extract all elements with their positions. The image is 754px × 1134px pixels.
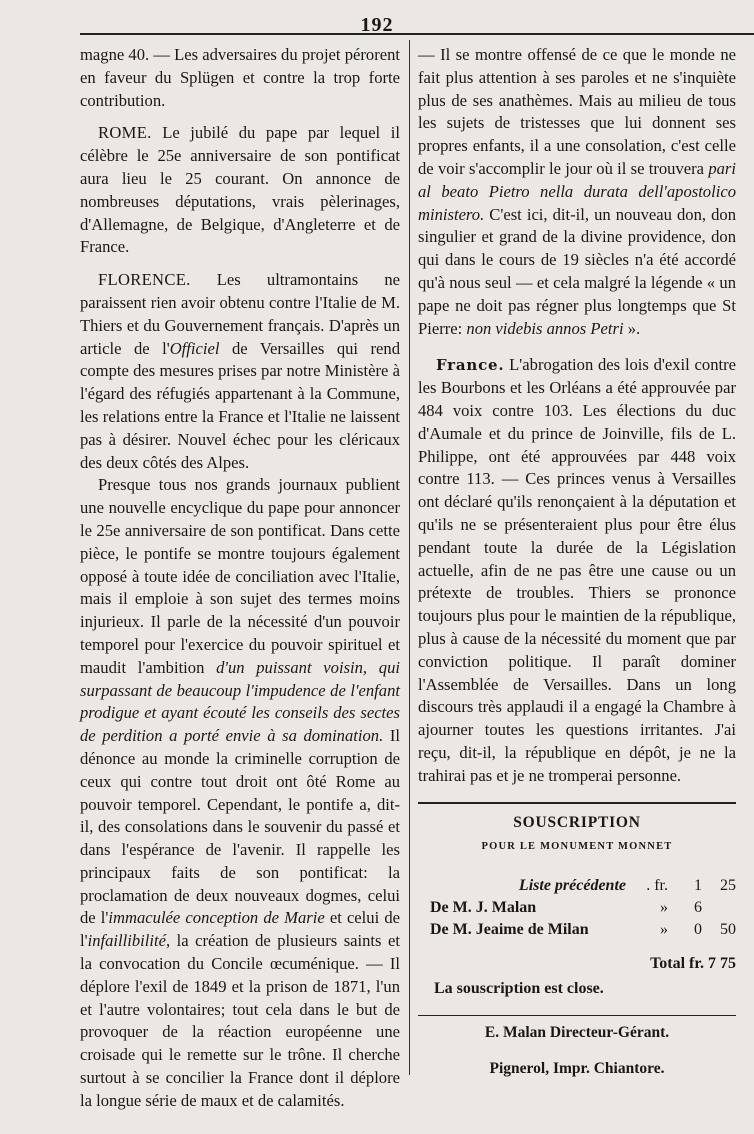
header-rule	[80, 33, 754, 35]
printer-line: Pignerol, Impr. Chiantore.	[489, 1060, 665, 1078]
paragraph-florence	[80, 269, 400, 474]
paragraph-text: Il dénonce au monde la criminelle corruption de ceux qui contre tout droit ont ôté Rome au pouvoir temporel. Cependant, le pontife a, dit-il, des consolations dans le souvenir du passé et dans l'espérance de l'avenir. Il rappelle les principaux faits de son pontificat: la proclamation de deux nouveaux dogmes, celui de l'	[80, 726, 400, 928]
page-number: 192	[360, 14, 394, 36]
paragraph-text: magne 40. — Les adversaires du projet pérorent en faveur du Splügen et contre la trop forte contribution.	[80, 45, 400, 110]
subscription-title: SOUSCRIPTION	[513, 813, 641, 831]
paragraph-rome	[80, 122, 400, 259]
paragraph-text: ».	[623, 318, 641, 338]
paragraph-france	[418, 354, 736, 787]
currency-mark: . fr.	[646, 877, 668, 895]
subscription-table	[418, 875, 736, 941]
table-row	[418, 897, 736, 919]
subscription-total: Total fr. 7 75	[650, 955, 736, 973]
paragraph-text: L'abrogation des lois d'exil contre les Bourbons et les Orléans a été approuvée par 484 voix contre 103. Les élections du duc d'Aumale et du prince de Joinville, fils de L. Philippe, ont été approuvées par 448 voix contre 113. — Ces princes venus à Versailles ont déclaré qu'ils renonçaient à la députation et qu'ils ne se présenteraient plus pour être élus pendant toute la durée de la Législation actuelle, afin de ne pas être une cause ou un prétexte de troubles. Thiers se prononce toujours plus pour le maintien de la république, plus à cause de la nécessité du moment que par conviction politique. Il paraît dominer l'Assemblée de Versailles. Dans un long discours très applaudi il a engagé la Chambre à ajourner toutes les questions irritantes. J'ai reçu, dit-il, la république en dépôt, je ne la trahirai pas et je ne tromperai personne.	[418, 355, 736, 785]
place-heading-rome: ROME.	[98, 123, 152, 143]
paragraph-text: Le jubilé du pape par lequel il célèbre le 25e anniversaire de son pontificat aura lieu le 25 courant. On annonce de nombreuses députations, vrais pèlerinages, d'Allemagne, de Belgique, d'Angleterre et de France.	[80, 123, 400, 257]
italic-quote: pari al beato Pietro nella durata dell'apostolico ministero.	[418, 158, 736, 224]
director-line: E. Malan Directeur-Gérant.	[484, 1023, 670, 1041]
amount-francs: 6	[694, 899, 702, 917]
amount-francs: 1	[694, 877, 702, 895]
subscriber-name: De M. Jeaime de Milan	[430, 921, 589, 939]
paragraph-encyclical	[80, 474, 400, 1112]
paragraph-encyclical-continued	[418, 44, 736, 340]
subscription-subtitle: POUR LE MONUMENT MONNET	[481, 841, 673, 853]
paragraph-swiss-project	[80, 44, 400, 112]
amount-centimes	[702, 897, 736, 919]
subscription-closed-notice: La souscription est close.	[434, 979, 604, 997]
subscriber-name: Liste précédente	[518, 877, 626, 895]
subscriber-name: De M. J. Malan	[430, 899, 537, 917]
right-column	[418, 44, 736, 1081]
paragraph-text: — Il se montre offensé de ce que le monde ne fait plus attention à ses paroles et ne s'inquiète plus de ses anathèmes. Mais au milieu de tous les sujets de tristesses que lui donnent ses propres enfants, il a une consolation, c'est celle de voir s'accomplir le jour où il se trouvera	[418, 45, 736, 178]
paragraph-text: C'est ici, dit-il, un nouveau don, don singulier et grand de la divine providence, don qui dans le cours de 19 siècles n'a été accordé qu'à nous seul — et cela malgré la légende « un pape ne doit pas régner plus longtemps que St Pierre:	[418, 204, 736, 338]
paragraph-text: et celui de l'	[80, 908, 400, 951]
table-row	[418, 919, 736, 941]
table-row	[418, 875, 736, 897]
amount-centimes: 50	[720, 921, 736, 939]
paragraph-text: de Versailles qui rend compte des mesures prises par notre Ministère à l'égard des réfugiés appartenant à la Commune, les relations entre la France et l'Italie ne laissent pas à désirer. Nouvel échec pour les cléricaux des deux côtés des Alpes.	[80, 338, 400, 472]
italic-text: immaculée conception de Marie	[108, 908, 325, 928]
left-column	[80, 44, 400, 1113]
section-rule	[418, 802, 736, 804]
amount-francs: 0	[694, 921, 702, 939]
currency-mark: »	[660, 921, 668, 939]
country-heading-france: France.	[436, 356, 505, 375]
paragraph-text: , la création de plusieurs saints et la convocation du Concile œcuménique. — Il déplore l'exil de 1849 et la prison de 1871, l'un et l'autre volontaires; tout cela dans le but de provoquer de la réaction européenne une croisade qui le remette sur le trône. Il cherche surtout à se concilier la France dont il déplore la longue série de maux et de calamités.	[80, 931, 400, 1110]
place-heading-florence: FLORENCE.	[98, 270, 191, 290]
paragraph-text: Les ultramontains ne paraissent rien avoir obtenu contre l'Italie de M. Thiers et du Gouvernement français. D'après un article de l'	[80, 270, 400, 358]
italic-text: Officiel	[169, 338, 220, 358]
column-divider	[409, 40, 410, 1075]
footer-rule	[418, 1015, 736, 1016]
italic-quote: d'un puissant voisin, qui surpassant de beaucoup l'impudence de l'enfant prodigue et ayant écouté les conseils des sectes de perdition a porté envie à sa domination.	[80, 657, 400, 746]
italic-text: infaillibilité	[87, 931, 166, 951]
paragraph-text: Presque tous nos grands journaux publient une nouvelle encyclique du pape pour annoncer le 25e anniversaire de son pontificat. Dans cette pièce, le pontife se montre toujours également opposé à toute idée de conciliation avec l'Italie, mais il emploie à son sujet des termes moins injurieux. Il parle de la nécessité d'un pouvoir temporel pour l'exercice du pouvoir spirituel et maudit l'ambition	[80, 475, 400, 677]
subscription-box	[418, 812, 736, 1001]
amount-centimes: 25	[720, 877, 736, 895]
italic-quote: non videbis annos Petri	[466, 318, 624, 338]
currency-mark: »	[660, 899, 668, 917]
